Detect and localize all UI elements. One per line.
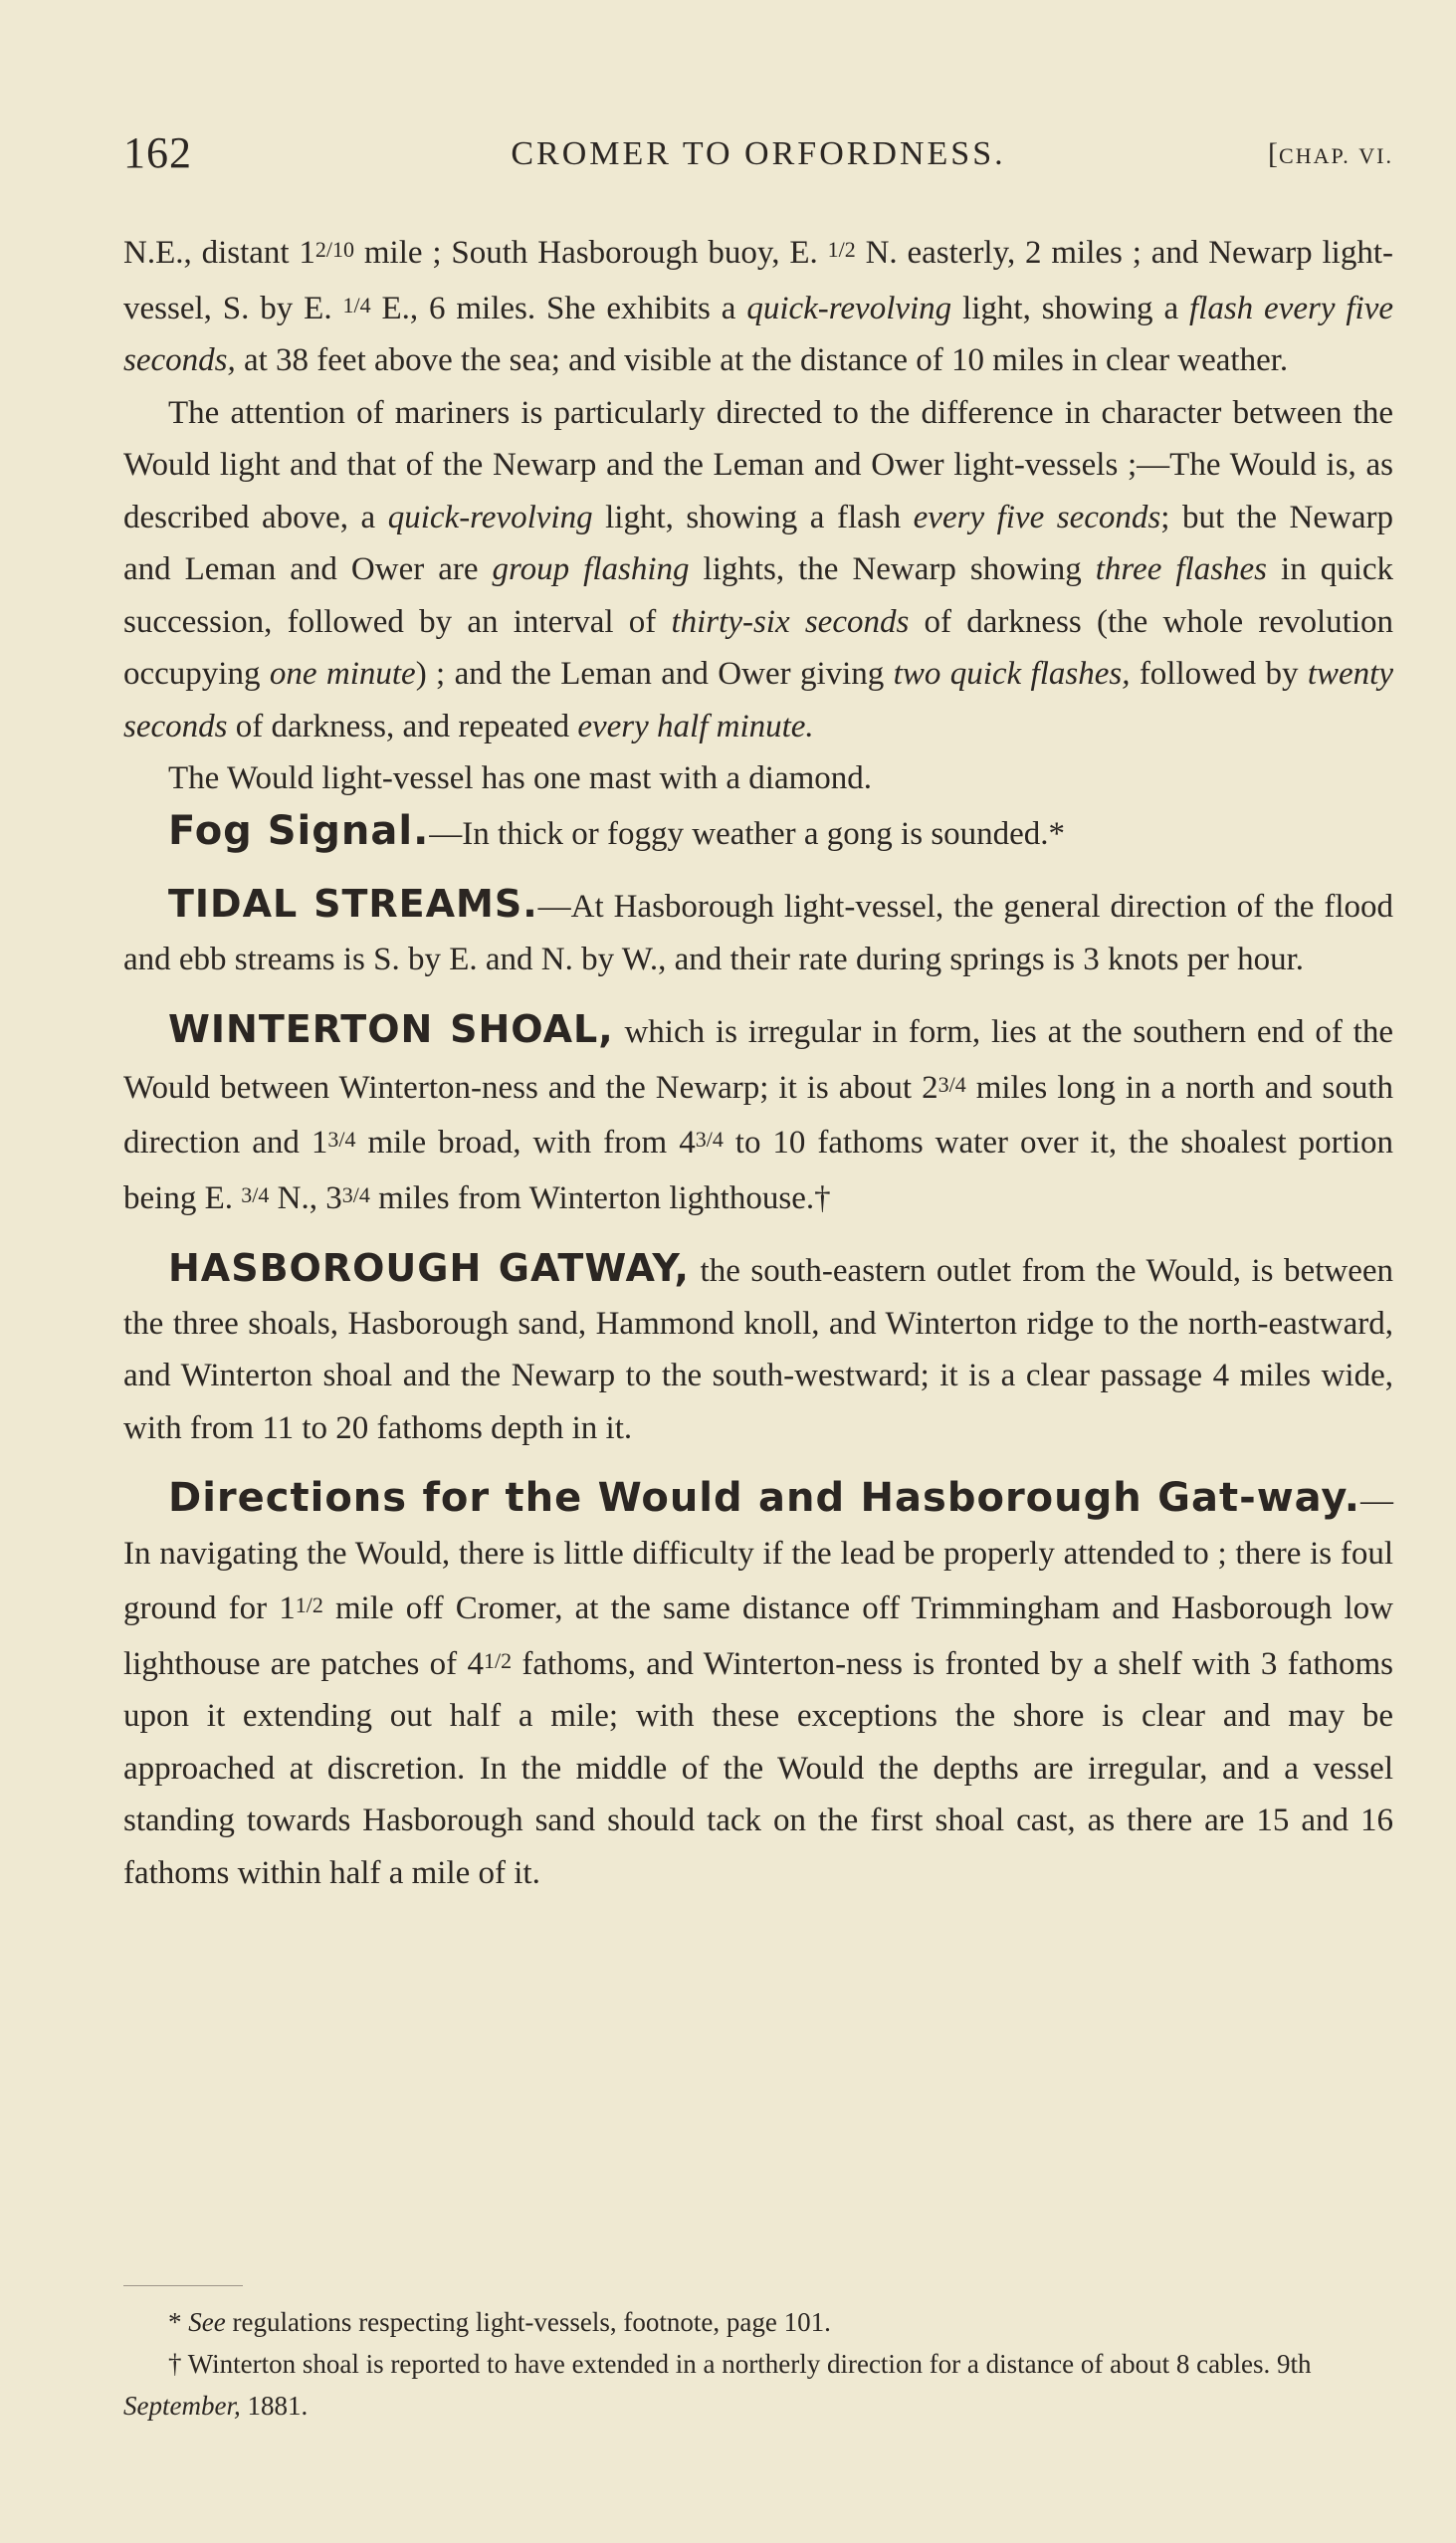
fraction: 3/4 [695,1127,724,1152]
fraction: 3/4 [937,1071,966,1097]
text-run: at 38 feet above the sea; and visible at the distance of 10 miles in clear weather. [235,342,1289,378]
fraction: 1/2 [295,1592,323,1617]
text-run: † Winterton shoal is reported to have extended in a northerly direction for a distance of about 8 cables. 9th [168,2349,1312,2379]
italic-run: See [188,2307,226,2337]
italic-run: quick-revolving [387,499,593,535]
section-heading-fog-signal: Fog Signal. [168,807,430,854]
paragraph-directions [123,1472,1393,1899]
paragraph-tidal-streams [123,878,1393,985]
text-run: light, showing a [951,290,1189,326]
paragraph-winterton-shoal [123,1003,1393,1224]
fraction: 2/10 [314,237,355,262]
fraction: 1/4 [342,292,371,318]
italic-run: flash every five seconds, [123,290,1393,378]
fraction: 3/4 [241,1181,270,1207]
text-run: E., 6 miles. She exhibits a [370,290,747,326]
text-run: which is irregular in form, lies at the southern end of the Would between Winterton-ness and the Newarp; it is about 2 [123,1014,1393,1106]
fraction: 1/2 [827,237,856,262]
chapter-label: CHAP. [1279,143,1351,168]
running-title: CROMER TO ORFORDNESS. [511,135,1006,172]
section-heading-winterton-shoal: WINTERTON SHOAL, [168,1007,614,1051]
text-run: —At Hasborough light-vessel, the general direction of the flood and ebb streams is S. by E. and N. by W., and their rate during springs is 3 knots per hour. [123,889,1393,977]
text-run: mile off Cromer, at the same distance off Trimmingham and Hasborough low lighthouse are patches of 4 [123,1590,1393,1682]
italic-run: thirty-six seconds [671,603,910,640]
footnote-asterisk [123,2301,1393,2343]
text-run: N., 3 [269,1179,342,1216]
italic-run: one minute [269,656,416,692]
italic-run: every five seconds [913,499,1161,535]
text-run: followed by [1130,656,1308,692]
text-run: The attention of mariners is particularly directed to the difference in character between the Would light and that of the Newarp and the Leman and Ower light-vessels ;—The Would is, as described above, a [123,394,1393,535]
text-run: fathoms, and Winterton-ness is fronted by a shelf with 3 fathoms upon it extending out half a mile; with these exceptions the shore is clear and may be approached at discretion. In the middle of the Would the depths are irregular, and a vessel standing towards Hasborough sand should tack on the first shoal cast, as there are 15 and 16 fathoms within half a mile of it. [123,1645,1393,1891]
page-number: 162 [123,128,192,177]
paragraph-hasborough-gatway [123,1242,1393,1454]
text-run: ) ; and the Leman and Ower giving [415,656,894,692]
text-run: of darkness (the whole revolution occupying [123,603,1393,692]
text-run: mile broad, with from 4 [355,1125,696,1161]
text-run: miles long in a north and south direction and 1 [123,1069,1394,1161]
running-header [123,127,1393,187]
text-run: of darkness, and repeated [227,708,578,744]
footnote-divider [123,2285,243,2286]
fraction: 3/4 [341,1181,370,1207]
footnote-dagger [123,2343,1393,2427]
text-run: to 10 fathoms water over it, the shoalest portion being E. [123,1125,1393,1216]
text-run: miles from Winterton lighthouse.† [369,1179,831,1216]
text-run: the south-eastern outlet from the Would, is between the three shoals, Hasborough sand, Hammond knoll, and Winterton ridge to the north-eastward, and Winterton shoal and the Newarp to the south-westward; it is a clear passage 4 miles wide, with from 11 to 20 fathoms depth in it. [123,1253,1393,1446]
text-run: ; but the Newarp and Leman and Ower are [123,499,1393,587]
italic-run: three flashes [1095,551,1268,587]
footnotes [123,2301,1393,2427]
footnote-mark: * [168,2307,189,2337]
text-run: regulations respecting light-vessels, footnote, page 101. [225,2307,831,2337]
text-run: N.E., distant 1 [123,235,315,271]
italic-run: quick-revolving [746,290,952,326]
text-run: light, showing a flash [592,499,914,535]
italic-run: September, [123,2391,241,2421]
section-heading-hasborough-gatway: HASBOROUGH GATWAY, [168,1246,690,1290]
italic-run: twenty seconds [123,656,1394,744]
text-run: N. easterly, 2 miles ; and Newarp light-vessel, S. by E. [123,235,1394,326]
text-run: mile ; South Hasborough buoy, E. [354,235,828,271]
section-heading-tidal-streams: TIDAL STREAMS. [168,882,538,926]
paragraph-light-vessel-mast: The Would light-vessel has one mast with a diamond. [168,760,873,796]
text-run: —In thick or foggy weather a gong is sounded.* [429,815,1066,852]
fraction: 1/2 [483,1647,513,1673]
text-run: —In navigating the Would, there is little difficulty if the lead be properly attended to ; there is foul ground for 1 [123,1483,1393,1626]
italic-run: group flashing [492,551,690,587]
text-run: in quick succession, followed by an interval of [123,551,1394,640]
paragraph-light-description [123,224,1393,387]
text-run: 1881. [240,2391,309,2421]
section-heading-directions: Directions for the Would and Hasborough Gat-way. [168,1475,1360,1521]
chapter-bracket: [ [1268,137,1280,170]
chapter-number: VI. [1358,143,1393,168]
chapter-reference [1268,137,1393,171]
paragraph-fog-signal [123,805,1393,861]
text-run: lights, the Newarp showing [689,551,1096,587]
paragraph-light-difference [123,387,1393,753]
italic-run: every half minute. [577,708,814,744]
body-text [123,224,1393,1899]
italic-run: two quick flashes, [893,656,1131,692]
fraction: 3/4 [327,1127,356,1152]
